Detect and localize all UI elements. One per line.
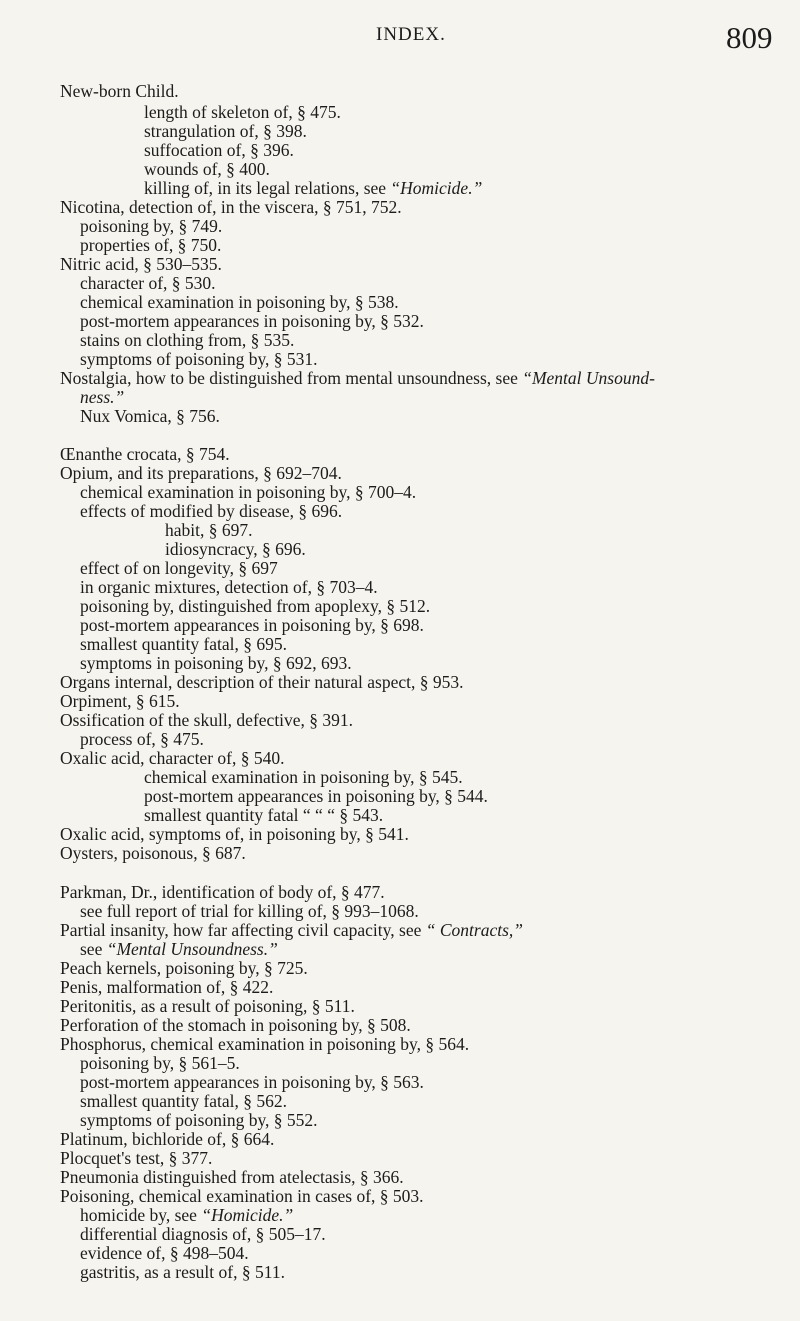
- index-subentry: [0, 103, 341, 122]
- index-subentry: [0, 1054, 240, 1073]
- entry-text: Organs internal, description of their natural aspect, § 953.: [60, 672, 464, 692]
- entry-text: Oxalic acid, character of, § 540.: [60, 748, 285, 768]
- entry-text: Poisoning, chemical examination in cases of, § 503.: [60, 1186, 424, 1206]
- index-subentry: [0, 293, 399, 312]
- entry-text: chemical examination in poisoning by, § 538.: [80, 292, 399, 312]
- index-entry: [0, 464, 342, 483]
- entry-text: smallest quantity fatal “ “ “ § 543.: [144, 805, 384, 825]
- entry-text: see: [80, 939, 107, 959]
- entry-text: post-mortem appearances in poisoning by, § 544.: [144, 786, 488, 806]
- index-subentry: [0, 274, 216, 293]
- index-entry: [0, 844, 246, 863]
- index-entry: [0, 978, 273, 997]
- running-title: INDEX.: [376, 24, 446, 45]
- index-subentry: [0, 388, 124, 407]
- index-subentry: [0, 141, 294, 160]
- index-subentry: [0, 236, 221, 255]
- index-entry: [0, 711, 353, 730]
- index-subentry: [0, 1111, 318, 1130]
- entry-text: symptoms of poisoning by, § 552.: [80, 1110, 318, 1130]
- entry-text: effect of on longevity, § 697: [80, 558, 278, 578]
- entry-text: post-mortem appearances in poisoning by, § 698.: [80, 615, 424, 635]
- entry-text: chemical examination in poisoning by, § 545.: [144, 767, 463, 787]
- index-subentry: [0, 616, 424, 635]
- index-subentry: [0, 654, 352, 673]
- index-entry: [0, 198, 402, 217]
- index-entry: [0, 883, 385, 902]
- entry-text: symptoms in poisoning by, § 692, 693.: [80, 653, 352, 673]
- entry-text: Penis, malformation of, § 422.: [60, 977, 274, 997]
- entry-text: chemical examination in poisoning by, § 700–4.: [80, 482, 417, 502]
- entry-text: Phosphorus, chemical examination in poisoning by, § 564.: [60, 1034, 470, 1054]
- index-entry: [0, 1130, 274, 1149]
- entry-text: poisoning by, § 749.: [80, 216, 223, 236]
- entry-text: evidence of, § 498–504.: [80, 1243, 249, 1263]
- index-subentry: [0, 902, 419, 921]
- index-entry: [0, 82, 179, 101]
- entry-text: Peach kernels, poisoning by, § 725.: [60, 958, 308, 978]
- index-subentry: [0, 331, 294, 350]
- index-subentry: [0, 502, 342, 521]
- index-subentry: [0, 483, 416, 502]
- index-subentry: [0, 179, 482, 198]
- entry-text: Platinum, bichloride of, § 664.: [60, 1129, 275, 1149]
- entry-text: Nicotina, detection of, in the viscera, § 751, 752.: [60, 197, 402, 217]
- entry-text: smallest quantity fatal, § 562.: [80, 1091, 288, 1111]
- entry-text: process of, § 475.: [80, 729, 204, 749]
- index-entry: [0, 673, 464, 692]
- entry-text: differential diagnosis of, § 505–17.: [80, 1224, 326, 1244]
- cross-reference: “Mental Unsound-: [522, 368, 655, 388]
- index-subentry: [0, 217, 222, 236]
- index-entry: [0, 1187, 424, 1206]
- entry-text: Œnanthe crocata, § 754.: [60, 444, 230, 464]
- index-subentry: [0, 787, 488, 806]
- index-entry: [0, 997, 355, 1016]
- index-entry: [0, 1035, 469, 1054]
- entry-text: suffocation of, § 396.: [144, 140, 294, 160]
- entry-text: Perforation of the stomach in poisoning by, § 508.: [60, 1015, 411, 1035]
- entry-text: Nux Vomica, § 756.: [80, 406, 220, 426]
- index-subentry: [0, 1092, 287, 1111]
- index-subentry: [0, 1244, 249, 1263]
- index-subentry: [0, 730, 204, 749]
- index-entry: [0, 959, 308, 978]
- index-subentry: [0, 597, 430, 616]
- entry-text: gastritis, as a result of, § 511.: [80, 1262, 285, 1282]
- index-entry: [0, 255, 222, 274]
- cross-reference: “Homicide.”: [201, 1205, 294, 1225]
- entry-text: New-born Child.: [60, 81, 179, 101]
- entry-text: smallest quantity fatal, § 695.: [80, 634, 288, 654]
- entry-text: Opium, and its preparations, § 692–704.: [60, 463, 342, 483]
- index-subentry: [0, 559, 278, 578]
- entry-text: idiosyncracy, § 696.: [165, 539, 306, 559]
- index-entry: [0, 692, 180, 711]
- index-subentry: [0, 312, 424, 331]
- index-subentry: [0, 407, 220, 426]
- page-header: [0, 20, 800, 60]
- entry-text: Peritonitis, as a result of poisoning, § 511.: [60, 996, 355, 1016]
- entry-text: stains on clothing from, § 535.: [80, 330, 295, 350]
- index-subentry: [0, 122, 307, 141]
- entry-text: homicide by, see: [80, 1205, 202, 1225]
- entry-text: Oxalic acid, symptoms of, in poisoning by, § 541.: [60, 824, 409, 844]
- index-entry: [0, 749, 284, 768]
- index-subentry: [0, 1225, 326, 1244]
- entry-text: character of, § 530.: [80, 273, 216, 293]
- index-entry: [0, 1149, 212, 1168]
- index-subentry: [0, 1073, 424, 1092]
- cross-reference: “ Contracts,”: [425, 920, 523, 940]
- entry-text: Ossification of the skull, defective, § 391.: [60, 710, 354, 730]
- index-subentry: [0, 1206, 293, 1225]
- index-subentry: [0, 1263, 285, 1282]
- entry-text: habit, § 697.: [165, 520, 253, 540]
- page-number: 809: [726, 20, 773, 55]
- entry-text: length of skeleton of, § 475.: [144, 102, 341, 122]
- entry-text: symptoms of poisoning by, § 531.: [80, 349, 318, 369]
- index-subentry: [0, 521, 253, 540]
- entry-text: in organic mixtures, detection of, § 703–4.: [80, 577, 378, 597]
- entry-text: Partial insanity, how far affecting civil capacity, see: [60, 920, 426, 940]
- entry-text: Nostalgia, how to be distinguished from mental unsoundness, see: [60, 368, 523, 388]
- entry-text: strangulation of, § 398.: [144, 121, 307, 141]
- entry-text: post-mortem appearances in poisoning by, § 532.: [80, 311, 424, 331]
- entry-text: Orpiment, § 615.: [60, 691, 180, 711]
- cross-reference: ness.”: [80, 387, 125, 407]
- cross-reference: “Homicide.”: [390, 178, 483, 198]
- entry-text: effects of modified by disease, § 696.: [80, 501, 343, 521]
- entry-text: Parkman, Dr., identification of body of, § 477.: [60, 882, 385, 902]
- index-subentry: [0, 940, 278, 959]
- index-subentry: [0, 578, 378, 597]
- index-subentry: [0, 160, 270, 179]
- entry-text: wounds of, § 400.: [144, 159, 270, 179]
- index-entry: [0, 825, 409, 844]
- entry-text: Plocquet's test, § 377.: [60, 1148, 213, 1168]
- index-entry: [0, 1168, 404, 1187]
- entry-text: Pneumonia distinguished from atelectasis, § 366.: [60, 1167, 404, 1187]
- index-subentry: [0, 635, 287, 654]
- entry-text: Oysters, poisonous, § 687.: [60, 843, 246, 863]
- entry-text: poisoning by, distinguished from apoplexy, § 512.: [80, 596, 431, 616]
- index-subentry: [0, 806, 383, 825]
- entry-text: properties of, § 750.: [80, 235, 222, 255]
- index-subentry: [0, 350, 318, 369]
- entry-text: killing of, in its legal relations, see: [144, 178, 391, 198]
- index-subentry: [0, 768, 463, 787]
- entry-text: see full report of trial for killing of, § 993–1068.: [80, 901, 419, 921]
- index-entry: [0, 445, 230, 464]
- index-entry: [0, 1016, 411, 1035]
- entry-text: post-mortem appearances in poisoning by, § 563.: [80, 1072, 424, 1092]
- cross-reference: “Mental Unsoundness.”: [106, 939, 278, 959]
- index-entry: [0, 369, 655, 388]
- entry-text: poisoning by, § 561–5.: [80, 1053, 240, 1073]
- index-entry: [0, 921, 523, 940]
- index-subentry: [0, 540, 306, 559]
- entry-text: Nitric acid, § 530–535.: [60, 254, 222, 274]
